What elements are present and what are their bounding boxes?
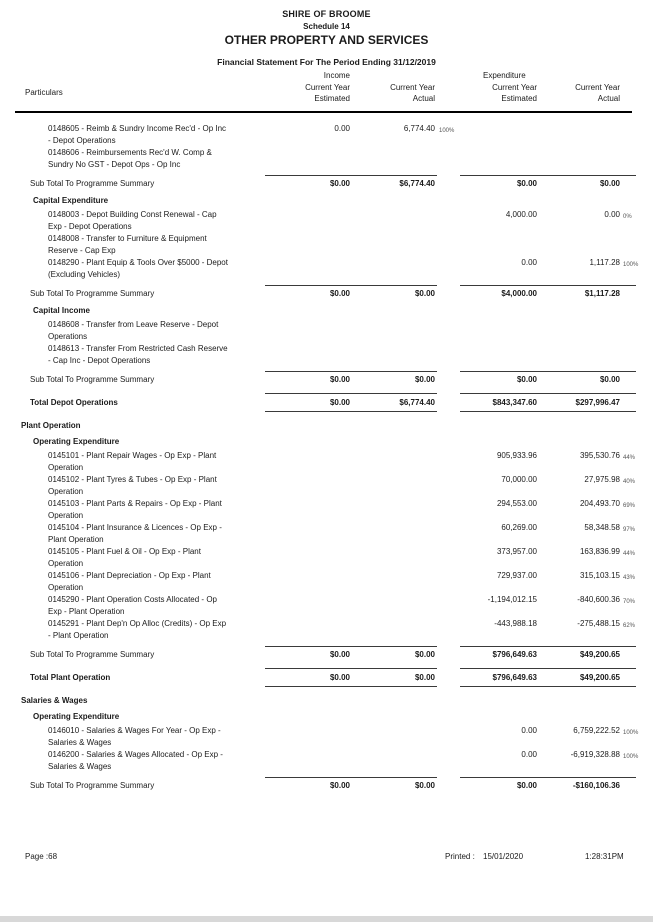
cell-income-actual: $6,774.40 [399,179,435,188]
programme-row [0,420,653,432]
column-header-line2: Actual [597,94,620,103]
report-subtitle: Financial Statement For The Period Ending 31/12/2019 [217,57,436,67]
row-label: 0145102 - Plant Tyres & Tubes - Op Exp - Plant Operation [48,475,217,496]
table-row [0,498,653,522]
cell-income-actual: $0.00 [414,781,435,790]
table-row [0,749,653,773]
income-group-rule [265,411,437,412]
printed-time: 1:28:31PM [585,852,624,861]
row-label: 0146200 - Salaries & Wages Allocated - Op Exp - Salaries & Wages [48,750,223,771]
table-row [0,570,653,594]
table-row [0,522,653,546]
cell-income-estimated: $0.00 [329,179,350,188]
header-rule [15,111,632,113]
expenditure-group-rule [460,411,636,412]
row-label: Sub Total To Programme Summary [30,781,155,790]
column-header-particulars: Particulars [25,88,63,97]
cell-expenditure-actual: $0.00 [599,179,620,188]
cell-expenditure-estimated: $843,347.60 [492,398,537,407]
total-row [0,668,653,687]
cell-expenditure-actual: 27,975.98 [584,475,620,484]
cell-expenditure-estimated: $0.00 [516,781,537,790]
cell-expenditure-estimated: $0.00 [516,375,537,384]
cell-income-estimated: $0.00 [329,289,350,298]
row-label: Salaries & Wages [21,696,88,705]
row-label: 0148605 - Reimb & Sundry Income Rec'd - Op Inc - Depot Operations [48,124,227,145]
cell-income-estimated: $0.00 [329,673,350,682]
schedule-number: Schedule 14 [303,22,350,31]
row-label: Capital Income [33,306,90,315]
cell-expenditure-actual: 0.00 [604,210,620,219]
cell-expenditure-estimated: $796,649.63 [492,673,537,682]
income-group-header: Income [323,71,350,80]
cell-expenditure-actual: $49,200.65 [579,673,620,682]
cell-expenditure-actual: $1,117.28 [584,289,620,298]
printed-date: 15/01/2020 [483,852,524,861]
cell-expenditure-actual: 395,530.76 [579,451,620,460]
row-label: 0146010 - Salaries & Wages For Year - Op Exp - Salaries & Wages [48,726,221,747]
subtotal-row [0,285,653,300]
column-header-line1: Current Year [492,83,537,92]
row-label: Operating Expenditure [33,712,120,721]
cell-expenditure-percent: 43% [623,575,636,581]
row-label: 0145106 - Plant Depreciation - Op Exp - Plant Operation [48,571,211,592]
expenditure-group-rule [460,285,636,286]
cell-expenditure-estimated: 905,933.96 [496,451,537,460]
row-label: 0145103 - Plant Parts & Repairs - Op Exp - Plant Operation [48,499,222,520]
income-group-rule [265,686,437,687]
subtotal-row [0,371,653,386]
cell-expenditure-estimated: 70,000.00 [501,475,537,484]
section-row [0,436,653,448]
cell-expenditure-percent: 44% [623,551,636,557]
cell-expenditure-actual: $297,996.47 [575,398,620,407]
cell-expenditure-percent: 100% [623,730,639,736]
row-label: Operating Expenditure [33,437,120,446]
row-label: Total Depot Operations [30,398,118,407]
table-row [0,546,653,570]
expenditure-group-rule [460,371,636,372]
cell-expenditure-percent: 100% [623,754,639,760]
income-group-rule [265,646,437,647]
cell-expenditure-estimated: 60,269.00 [501,523,537,532]
column-header-line1: Current Year [305,83,350,92]
cell-expenditure-estimated: 0.00 [521,258,537,267]
cell-expenditure-percent: 40% [623,479,636,485]
row-label: 0145105 - Plant Fuel & Oil - Op Exp - Plant Operation [48,547,201,568]
section-row [0,195,653,207]
subtotal-row [0,175,653,190]
row-label: 0145101 - Plant Repair Wages - Op Exp - Plant Operation [48,451,217,472]
cell-expenditure-actual: 1,117.28 [589,258,620,267]
cell-expenditure-actual: -840,600.36 [577,595,620,604]
row-label: 0148606 - Reimbursements Rec'd W. Comp & Sundry No GST - Depot Ops - Op Inc [48,148,212,169]
programme-row [0,695,653,707]
row-label: 0148003 - Depot Building Const Renewal - Cap Exp - Depot Operations [48,210,217,231]
cell-income-actual: $0.00 [414,650,435,659]
column-header-income-actual [325,82,435,104]
expenditure-group-rule [460,393,636,394]
page-bottom-edge [0,916,653,922]
cell-expenditure-actual: 204,493.70 [579,499,620,508]
column-header-expenditure-actual [510,82,620,104]
expenditure-group-rule [460,668,636,669]
cell-income-estimated: $0.00 [329,781,350,790]
table-row [0,257,653,281]
column-header-line1: Current Year [575,83,620,92]
row-label: 0145291 - Plant Dep'n Op Alloc (Credits) - Op Exp - Plant Operation [48,619,227,640]
table-row [0,725,653,749]
row-label: Total Plant Operation [30,673,111,682]
report-title: OTHER PROPERTY AND SERVICES [224,33,429,47]
income-group-rule [265,668,437,669]
cell-expenditure-actual: -6,919,328.88 [570,750,620,759]
cell-expenditure-estimated: $4,000.00 [501,289,537,298]
row-label: Sub Total To Programme Summary [30,179,155,188]
subtotal-row [0,777,653,792]
cell-expenditure-percent: 97% [623,527,636,533]
row-label: 0145290 - Plant Operation Costs Allocated - Op Exp - Plant Operation [48,595,217,616]
income-group-rule [265,777,437,778]
column-header-line2: Actual [412,94,435,103]
table-row [0,319,653,343]
table-row [0,343,653,367]
expenditure-group-rule [460,686,636,687]
row-label: Sub Total To Programme Summary [30,650,155,659]
income-group-rule [265,285,437,286]
table-row [0,618,653,642]
cell-expenditure-actual: 315,103.15 [579,571,620,580]
row-label: Sub Total To Programme Summary [30,375,155,384]
cell-expenditure-estimated: 4,000.00 [505,210,537,219]
cell-expenditure-actual: 6,759,222.52 [573,726,620,735]
cell-expenditure-percent: 70% [623,599,636,605]
cell-income-percent: 100% [439,128,455,134]
cell-income-actual: $0.00 [414,673,435,682]
cell-expenditure-estimated: 294,553.00 [496,499,537,508]
row-label: 0148608 - Transfer from Leave Reserve - Depot Operations [48,320,219,341]
expenditure-group-rule [460,777,636,778]
cell-income-estimated: $0.00 [329,650,350,659]
cell-expenditure-estimated: 729,937.00 [496,571,537,580]
expenditure-group-rule [460,175,636,176]
row-label: Capital Expenditure [33,196,109,205]
document-header [0,0,653,118]
table-row [0,147,653,171]
cell-expenditure-actual: -$160,106.36 [572,781,620,790]
expenditure-group-rule [460,646,636,647]
cell-expenditure-percent: 44% [623,455,636,461]
section-row [0,305,653,317]
income-group-rule [265,393,437,394]
row-label: 0148613 - Transfer From Restricted Cash Reserve - Cap Inc - Depot Operations [48,344,228,365]
cell-expenditure-estimated: 373,957.00 [496,547,537,556]
organisation-name: SHIRE OF BROOME [282,9,371,19]
cell-expenditure-actual: $49,200.65 [579,650,620,659]
subtotal-row [0,646,653,661]
printed-label: Printed : [445,852,475,861]
table-row [0,123,653,147]
row-label: Sub Total To Programme Summary [30,289,155,298]
cell-expenditure-actual: -275,488.15 [577,619,620,628]
cell-income-estimated: $0.00 [329,375,350,384]
cell-expenditure-estimated: -443,988.18 [494,619,537,628]
column-header-line2: Estimated [501,94,537,103]
row-label: 0145104 - Plant Insurance & Licences - Op Exp - Plant Operation [48,523,222,544]
column-header-line2: Estimated [314,94,350,103]
cell-expenditure-actual: 58,348.58 [584,523,620,532]
income-group-rule [265,175,437,176]
cell-income-actual: 6,774.40 [403,124,435,133]
row-label: Plant Operation [21,421,81,430]
cell-income-estimated: 0.00 [334,124,350,133]
row-label: 0148008 - Transfer to Furniture & Equipment Reserve - Cap Exp [48,234,207,255]
page-number: Page :68 [25,852,58,861]
table-row [0,209,653,233]
cell-expenditure-actual: $0.00 [599,375,620,384]
cell-expenditure-estimated: 0.00 [521,726,537,735]
cell-income-estimated: $0.00 [329,398,350,407]
row-label: 0148290 - Plant Equip & Tools Over $5000 - Depot (Excluding Vehicles) [48,258,228,279]
section-row [0,711,653,723]
table-row [0,450,653,474]
cell-expenditure-actual: 163,836.99 [579,547,620,556]
cell-expenditure-percent: 62% [623,623,636,629]
table-rows [0,118,653,792]
cell-expenditure-estimated: $796,649.63 [492,650,537,659]
cell-expenditure-estimated: $0.00 [516,179,537,188]
table-row [0,474,653,498]
cell-expenditure-percent: 100% [623,262,639,268]
total-row [0,393,653,412]
income-group-rule [265,371,437,372]
cell-income-actual: $0.00 [414,375,435,384]
cell-income-actual: $6,774.40 [399,398,435,407]
column-header-line1: Current Year [390,83,435,92]
expenditure-group-header: Expenditure [483,71,526,80]
cell-expenditure-percent: 0% [623,214,632,220]
table-row [0,594,653,618]
table-row [0,233,653,257]
cell-expenditure-estimated: 0.00 [521,750,537,759]
cell-expenditure-estimated: -1,194,012.15 [487,595,537,604]
cell-income-actual: $0.00 [414,289,435,298]
cell-expenditure-percent: 69% [623,503,636,509]
